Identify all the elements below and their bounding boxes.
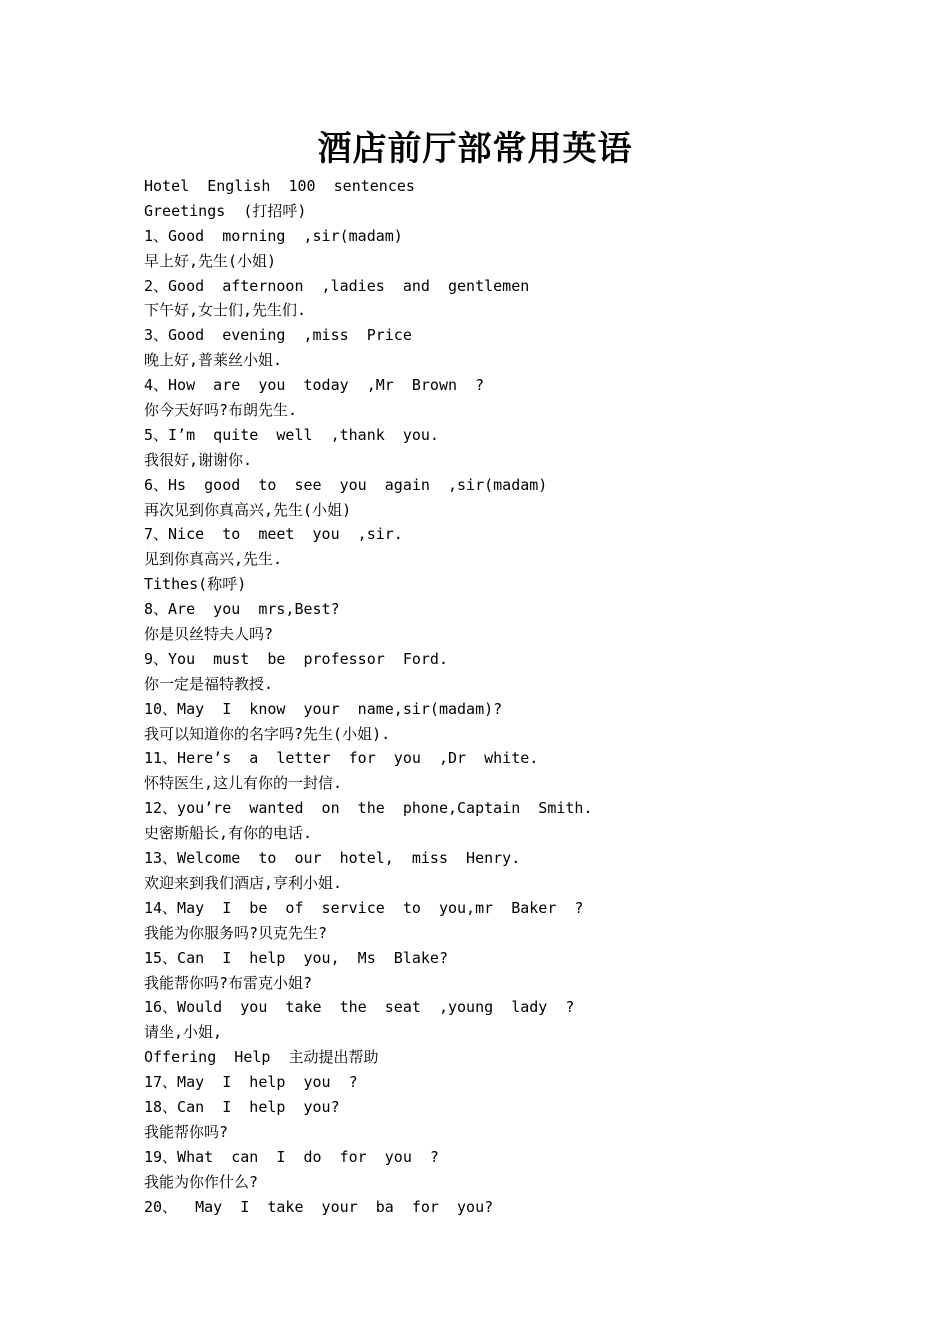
text-line: 15、Can I help you, Ms Blake? [144, 948, 448, 967]
text-line: 再次见到你真高兴,先生(小姐) [144, 500, 352, 519]
text-line: 17、May I help you ? [144, 1073, 358, 1092]
text-line: 8、Are you mrs,Best? [144, 600, 340, 619]
text-line: 18、Can I help you? [144, 1097, 340, 1116]
text-line: 我很好,谢谢你. [144, 450, 253, 469]
text-line: 你一定是福特教授. [144, 674, 274, 693]
text-line: 你是贝丝特夫人吗? [144, 625, 274, 644]
text-line: 2、Good afternoon ,ladies and gentlemen [144, 276, 530, 295]
text-line: 14、May I be of service to you,mr Baker ? [144, 898, 584, 917]
text-line: 早上好,先生(小姐) [144, 251, 277, 270]
text-line: 11、Here’s a letter for you ,Dr white. [144, 749, 539, 768]
text-line: 我能为你作什么? [144, 1172, 259, 1191]
document-body [144, 174, 924, 1219]
text-line: 请坐,小姐, [144, 1023, 223, 1042]
text-line: 12、you’re wanted on the phone,Captain Smith. [144, 799, 593, 818]
text-line: 10、May I know your name,sir(madam)? [144, 699, 503, 718]
text-line: 20、 May I take your ba for you? [144, 1197, 494, 1216]
text-line: 我能帮你吗?布雷克小姐? [144, 973, 313, 992]
text-line: 你今天好吗?布朗先生. [144, 401, 298, 420]
text-line: 我能帮你吗? [144, 1122, 229, 1141]
text-line: 下午好,女士们,先生们. [144, 301, 307, 320]
text-line: 13、Welcome to our hotel, miss Henry. [144, 849, 521, 868]
text-line: 4、How are you today ,Mr Brown ? [144, 376, 485, 395]
text-line: 我能为你服务吗?贝克先生? [144, 923, 328, 942]
document-title: 酒店前厅部常用英语 [317, 129, 633, 169]
text-line: 我可以知道你的名字吗?先生(小姐). [144, 724, 391, 743]
text-line: 欢迎来到我们酒店,亨利小姐. [144, 873, 343, 892]
text-line: 16、Would you take the seat ,young lady ? [144, 998, 575, 1017]
text-line: 3、Good evening ,miss Price [144, 326, 412, 345]
text-line: Offering Help 主动提出帮助 [144, 1048, 379, 1067]
text-line: 1、Good morning ,sir(madam) [144, 226, 403, 245]
text-line: Tithes(称呼) [144, 575, 247, 594]
text-line: 5、I’m quite well ,thank you. [144, 425, 439, 444]
text-line: Hotel English 100 sentences [144, 177, 415, 195]
text-line: Greetings (打招呼) [144, 201, 307, 220]
text-line: 怀特医生,这儿有你的一封信. [144, 774, 343, 793]
text-line: 19、What can I do for you ? [144, 1147, 439, 1166]
text-line: 9、You must be professor Ford. [144, 649, 448, 668]
text-line: 6、Hs good to see you again ,sir(madam) [144, 475, 548, 494]
text-line: 晚上好,普莱丝小姐. [144, 351, 283, 370]
text-line: 史密斯船长,有你的电话. [144, 824, 313, 843]
text-line: 见到你真高兴,先生. [144, 550, 283, 569]
text-line: 7、Nice to meet you ,sir. [144, 525, 403, 544]
